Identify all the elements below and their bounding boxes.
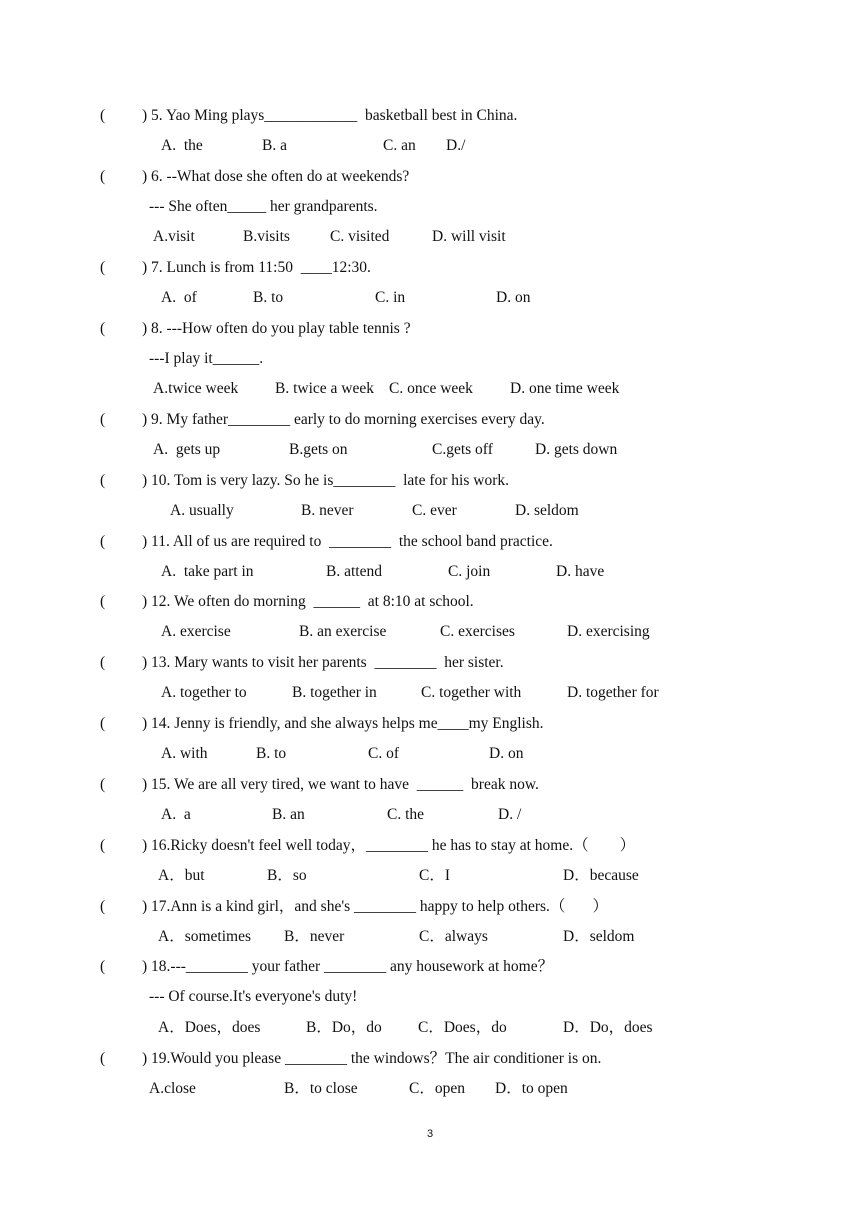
- answer-paren-open: (: [100, 958, 106, 975]
- answer-option: B. attend: [326, 563, 382, 580]
- question-stem: ) 11. All of us are required to ________ the school band practice.: [142, 533, 553, 550]
- answer-option: C．always: [419, 928, 488, 945]
- question-stem: ) 8. ---How often do you play table tennis ?: [142, 320, 411, 337]
- answer-option: C. in: [375, 289, 406, 306]
- answer-option: A.close: [149, 1080, 196, 1097]
- answer-option: B.visits: [243, 228, 290, 245]
- answer-option: A. usually: [170, 502, 234, 519]
- answer-option: A. take part in: [161, 563, 254, 580]
- answer-paren-open: (: [100, 654, 106, 671]
- question-stem: ) 13. Mary wants to visit her parents ________ her sister.: [142, 654, 504, 671]
- answer-option: A.twice week: [153, 380, 239, 397]
- question-stem: ) 16.Ricky doesn't feel well today，________ he has to stay at home.（ ）: [142, 837, 636, 854]
- answer-option: D. gets down: [535, 441, 618, 458]
- answer-option: B. an exercise: [299, 623, 387, 640]
- answer-option: D./: [446, 137, 466, 154]
- answer-option: A. of: [161, 289, 197, 306]
- answer-option: C．Does，do: [418, 1019, 507, 1036]
- answer-option: C.gets off: [432, 441, 493, 458]
- answer-option: A. gets up: [153, 441, 221, 458]
- answer-option: D．because: [563, 867, 639, 884]
- answer-option: D. exercising: [567, 623, 650, 640]
- answer-option: C. visited: [330, 228, 390, 245]
- answer-option: A．Does，does: [158, 1019, 261, 1036]
- answer-option: C. ever: [412, 502, 457, 519]
- question-stem: ) 14. Jenny is friendly, and she always helps me____my English.: [142, 715, 544, 732]
- answer-option: C. exercises: [440, 623, 515, 640]
- answer-option: D. seldom: [515, 502, 579, 519]
- answer-option: D. have: [556, 563, 605, 580]
- answer-option: D. /: [498, 806, 522, 823]
- answer-paren-open: (: [100, 898, 106, 915]
- answer-paren-open: (: [100, 411, 106, 428]
- answer-option: D. on: [496, 289, 531, 306]
- answer-option: D．seldom: [563, 928, 635, 945]
- answer-option: D. will visit: [432, 228, 506, 245]
- answer-option: A. exercise: [161, 623, 231, 640]
- answer-option: B. a: [262, 137, 287, 154]
- answer-paren-open: (: [100, 168, 106, 185]
- answer-paren-open: (: [100, 472, 106, 489]
- question-stem: ) 6. --What dose she often do at weekends?: [142, 168, 410, 185]
- question-subline: --- Of course.It's everyone's duty!: [149, 988, 358, 1005]
- answer-option: B. never: [301, 502, 354, 519]
- answer-option: B. an: [272, 806, 305, 823]
- answer-option: D. one time week: [510, 380, 620, 397]
- answer-option: A. a: [161, 806, 191, 823]
- answer-option: A. together to: [161, 684, 247, 701]
- question-stem: ) 12. We often do morning ______ at 8:10 at school.: [142, 593, 474, 610]
- answer-option: C. an: [383, 137, 416, 154]
- answer-option: B. to: [256, 745, 287, 762]
- answer-paren-open: (: [100, 1050, 106, 1067]
- answer-option: C．open: [409, 1080, 465, 1097]
- question-stem: ) 19.Would you please ________ the windows？The air conditioner is on.: [142, 1050, 602, 1067]
- question-subline: --- She often_____ her grandparents.: [149, 198, 378, 215]
- answer-paren-open: (: [100, 593, 106, 610]
- answer-option: C. of: [368, 745, 399, 762]
- answer-paren-open: (: [100, 837, 106, 854]
- answer-option: C. once week: [389, 380, 473, 397]
- answer-paren-open: (: [100, 107, 106, 124]
- answer-option: D. together for: [567, 684, 659, 701]
- question-subline: ---I play it______.: [149, 350, 264, 367]
- answer-option: B.gets on: [289, 441, 348, 458]
- answer-option: A. the: [161, 137, 203, 154]
- answer-option: B. to: [253, 289, 284, 306]
- page-number: 3: [426, 1128, 434, 1140]
- answer-option: D. on: [489, 745, 524, 762]
- answer-paren-open: (: [100, 533, 106, 550]
- answer-option: A．but: [158, 867, 205, 884]
- answer-paren-open: (: [100, 320, 106, 337]
- question-stem: ) 10. Tom is very lazy. So he is________ late for his work.: [142, 472, 509, 489]
- answer-paren-open: (: [100, 259, 106, 276]
- answer-option: B．Do，do: [306, 1019, 382, 1036]
- answer-option: D．Do，does: [563, 1019, 653, 1036]
- answer-option: B．never: [284, 928, 345, 945]
- answer-option: B. twice a week: [275, 380, 374, 397]
- answer-option: A．sometimes: [158, 928, 251, 945]
- question-stem: ) 15. We are all very tired, we want to have ______ break now.: [142, 776, 539, 793]
- answer-option: D．to open: [495, 1080, 568, 1097]
- answer-option: C. the: [387, 806, 425, 823]
- answer-option: C．I: [419, 867, 451, 884]
- answer-paren-open: (: [100, 715, 106, 732]
- answer-option: A.visit: [153, 228, 195, 245]
- question-stem: ) 17.Ann is a kind girl，and she's ________ happy to help others.（ ）: [142, 898, 609, 915]
- answer-option: C. together with: [421, 684, 522, 701]
- question-stem: ) 9. My father________ early to do morning exercises every day.: [142, 411, 545, 428]
- answer-paren-open: (: [100, 776, 106, 793]
- question-stem: ) 5. Yao Ming plays____________ basketball best in China.: [142, 107, 518, 124]
- answer-option: B. together in: [292, 684, 377, 701]
- question-stem: ) 18.---________ your father ________ any housework at home？: [142, 958, 554, 975]
- answer-option: B．to close: [284, 1080, 358, 1097]
- answer-option: B．so: [267, 867, 307, 884]
- answer-option: C. join: [448, 563, 491, 580]
- question-stem: ) 7. Lunch is from 11:50 ____12:30.: [142, 259, 371, 276]
- answer-option: A. with: [161, 745, 208, 762]
